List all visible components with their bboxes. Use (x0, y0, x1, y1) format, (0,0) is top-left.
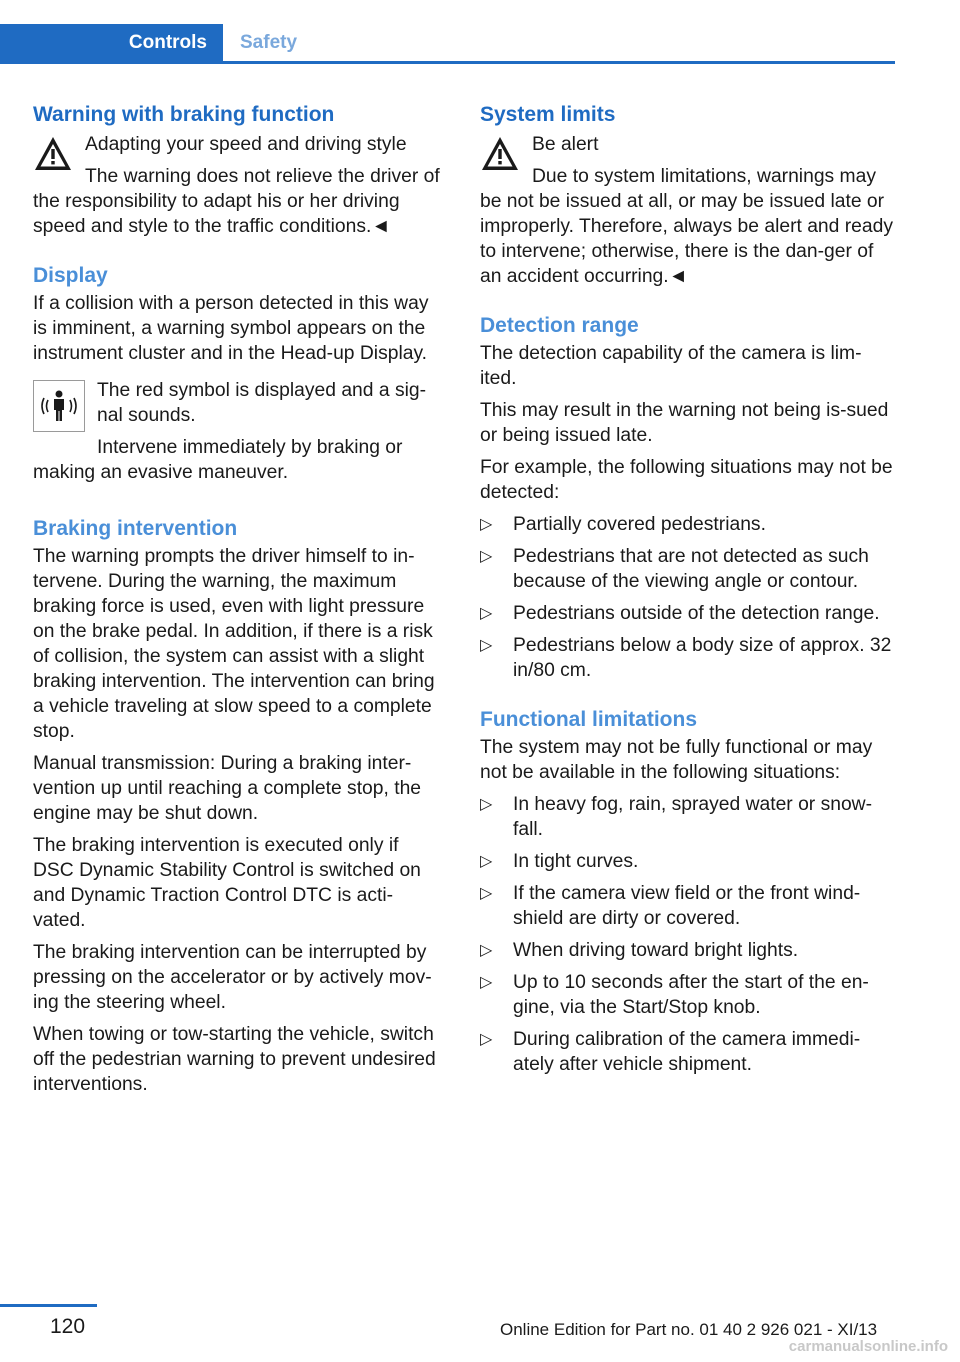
display-text: If a collision with a person detected in this way is imminent, a warning symbol appears on the instrument cluster and in the Head-up Display. (33, 293, 429, 364)
list-item (480, 881, 895, 931)
functional-heading: Functional limitations (480, 708, 698, 731)
braking-paragraph-1: The warning prompts the driver himself to in‐tervene. During the warning, the maximum braking force is used, even with light pressure on the brake pedal. In addition, if there is a risk of collision, the system can assist with a slight braking intervention. The intervention can bring a vehicle traveling at slow speed to a complete stop. (33, 546, 435, 742)
list-item-text: Pedestrians outside of the detection range. (513, 603, 880, 624)
right-column (480, 100, 895, 1084)
detection-paragraph-3: For example, the following situations may not be detected: (480, 457, 893, 503)
detection-paragraph-1: The detection capability of the camera is lim‐ited. (480, 343, 862, 389)
intervene-text: Intervene immediately by braking or making an evasive maneuver. (33, 437, 403, 483)
braking-paragraph-5: When towing or tow-starting the vehicle, switch off the pedestrian warning to prevent undesired interventions. (33, 1024, 436, 1095)
warning-text: The warning does not relieve the driver of the responsibility to adapt his or her driving speed and style to the traffic conditions.◄ (33, 166, 440, 237)
pedestrian-warning-icon (33, 380, 85, 432)
detection-paragraph-2: This may result in the warning not being is‐sued or being issued late. (480, 400, 889, 446)
list-item (480, 633, 895, 683)
symbol-block (33, 378, 443, 492)
list-item-text: Up to 10 seconds after the start of the en‐gine, via the Start/Stop knob. (513, 972, 869, 1018)
triangle-bullet-icon: ▷ (480, 853, 493, 870)
braking-paragraph-4: The braking intervention can be interrupted by pressing on the accelerator or by actively mov‐ing the steering wheel. (33, 942, 432, 1013)
warning-note (33, 132, 443, 239)
list-item (480, 792, 895, 842)
functional-list (480, 792, 895, 1077)
list-item-text: If the camera view field or the front wind‐shield are dirty or covered. (513, 883, 861, 929)
braking-paragraph-3: The braking intervention is executed only if DSC Dynamic Stability Control is switched on and Dynamic Traction Control DTC is acti‐vated. (33, 835, 421, 931)
header-tab-bar (0, 24, 895, 64)
list-item (480, 601, 895, 626)
display-heading: Display (33, 264, 108, 287)
list-item-text: When driving toward bright lights. (513, 940, 799, 961)
limits-note (480, 132, 895, 289)
list-item-text: In heavy fog, rain, sprayed water or snow‐fall. (513, 794, 873, 840)
limits-text: Due to system limitations, warnings may be not be issued at all, or may be issued late or improperly. Therefore, always be alert and ready to intervene; otherwise, there is the dan‐ger of an accident occurring.◄ (480, 166, 893, 287)
list-item (480, 1027, 895, 1077)
list-item-text: Pedestrians below a body size of approx. 32 in/80 cm. (513, 635, 892, 681)
warning-heading: Warning with braking function (33, 103, 335, 126)
triangle-bullet-icon: ▷ (480, 605, 493, 622)
list-item-text: During calibration of the camera immedi‐ately after vehicle shipment. (513, 1029, 861, 1075)
left-column (33, 100, 443, 1104)
triangle-bullet-icon: ▷ (480, 885, 493, 902)
limits-heading: System limits (480, 103, 616, 126)
triangle-bullet-icon: ▷ (480, 1031, 493, 1048)
list-item-text: Pedestrians that are not detected as such because of the viewing angle or contour. (513, 546, 869, 592)
list-item (480, 512, 895, 537)
list-item (480, 938, 895, 963)
warning-triangle-icon (480, 134, 520, 174)
braking-paragraph-2: Manual transmission: During a braking inter‐vention up until reaching a complete stop, the engine may be shut down. (33, 753, 422, 824)
watermark: carmanualsonline.info (788, 1338, 948, 1355)
triangle-bullet-icon: ▷ (480, 796, 493, 813)
braking-heading: Braking intervention (33, 517, 238, 540)
footer-rule (0, 1304, 97, 1307)
list-item-text: Partially covered pedestrians. (513, 514, 766, 535)
limits-title: Be alert (532, 134, 599, 155)
tab-safety[interactable]: Safety (240, 32, 298, 53)
list-item (480, 544, 895, 594)
functional-paragraph-1: The system may not be fully functional or may not be available in the following situations: (480, 737, 873, 783)
triangle-bullet-icon: ▷ (480, 548, 493, 565)
page-number: 120 (50, 1315, 86, 1338)
triangle-bullet-icon: ▷ (480, 516, 493, 533)
edition-label: Online Edition for Part no. 01 40 2 926 021 - XI/13 (500, 1320, 878, 1339)
triangle-bullet-icon: ▷ (480, 974, 493, 991)
detection-heading: Detection range (480, 314, 639, 337)
warning-triangle-icon (33, 134, 73, 174)
detection-list (480, 512, 895, 683)
symbol-text: The red symbol is displayed and a sig‐nal sounds. (97, 380, 427, 426)
list-item (480, 970, 895, 1020)
list-item (480, 849, 895, 874)
triangle-bullet-icon: ▷ (480, 942, 493, 959)
list-item-text: In tight curves. (513, 851, 639, 872)
triangle-bullet-icon: ▷ (480, 637, 493, 654)
tab-controls[interactable]: Controls (0, 24, 223, 61)
warning-title: Adapting your speed and driving style (85, 134, 407, 155)
